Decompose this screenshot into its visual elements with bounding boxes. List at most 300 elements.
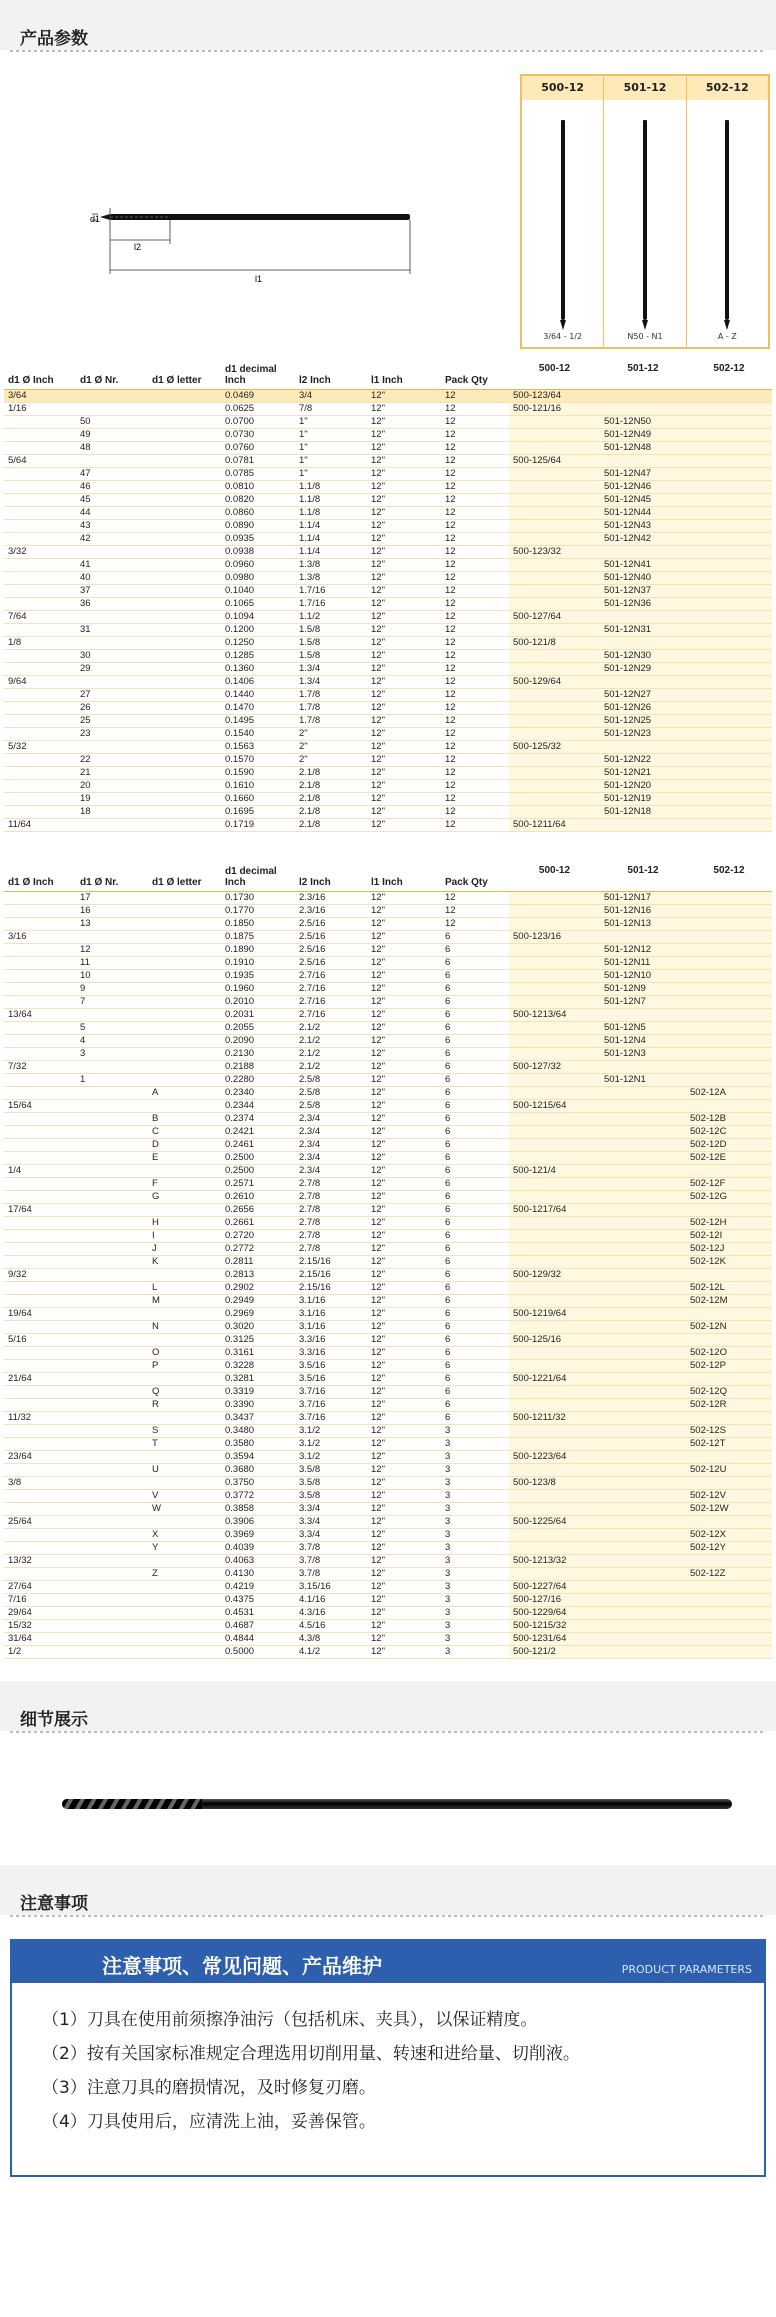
table-cell (686, 1607, 772, 1620)
table-cell: 6 (441, 1009, 509, 1022)
table-cell: 12" (367, 996, 441, 1009)
table-cell (148, 1581, 221, 1594)
table-cell: 0.2461 (221, 1139, 295, 1152)
spec-table-body (4, 389, 772, 831)
table-cell: 1.5/8 (295, 649, 367, 662)
table-cell (76, 402, 148, 415)
table-cell (600, 1321, 686, 1334)
table-cell: 12 (441, 766, 509, 779)
table-cell (148, 636, 221, 649)
table-cell: 0.4039 (221, 1542, 295, 1555)
table-cell: 12 (441, 688, 509, 701)
table-cell: 12 (441, 558, 509, 571)
table-cell (4, 1139, 76, 1152)
table-row (4, 1113, 772, 1126)
table-cell (76, 1061, 148, 1074)
table-cell (76, 1204, 148, 1217)
spec-table-1 (4, 349, 772, 832)
table-row (4, 1243, 772, 1256)
table-cell (4, 571, 76, 584)
table-row (4, 1321, 772, 1334)
table-cell: 12" (367, 805, 441, 818)
col-header: l2 Inch (295, 852, 367, 892)
table-cell: 50 (76, 415, 148, 428)
table-cell: 7 (76, 996, 148, 1009)
table-cell (4, 441, 76, 454)
drill-tip (560, 320, 566, 330)
table-row (4, 905, 772, 918)
table-cell (76, 1347, 148, 1360)
table-cell (600, 1178, 686, 1191)
table-cell (76, 636, 148, 649)
table-cell: 0.2571 (221, 1178, 295, 1191)
table-cell: 1.7/8 (295, 714, 367, 727)
table-cell: 500-125/64 (509, 454, 600, 467)
table-cell: 9/32 (4, 1269, 76, 1282)
table-cell (148, 610, 221, 623)
table-cell (686, 792, 772, 805)
table-cell: 12" (367, 1412, 441, 1425)
table-cell (509, 1113, 600, 1126)
table-cell: 12" (367, 441, 441, 454)
table-cell (4, 905, 76, 918)
table-cell: 12 (441, 389, 509, 402)
table-cell (509, 996, 600, 1009)
table-cell (4, 701, 76, 714)
table-cell (148, 584, 221, 597)
table-cell (686, 584, 772, 597)
table-cell: 12 (441, 753, 509, 766)
table-cell: 12" (367, 1581, 441, 1594)
table-cell (148, 740, 221, 753)
table-cell: 0.0820 (221, 493, 295, 506)
table-cell: 501-12N9 (600, 983, 686, 996)
table-cell: 12" (367, 623, 441, 636)
table-row (4, 506, 772, 519)
table-cell: 2.3/4 (295, 1126, 367, 1139)
col-header: d1 Ø Nr. (76, 349, 148, 389)
table-cell (600, 1646, 686, 1659)
notice-title: 注意事项、常见问题、产品维护 (102, 1954, 382, 1978)
table-cell: T (148, 1438, 221, 1451)
table-cell: 43 (76, 519, 148, 532)
table-cell: 6 (441, 1334, 509, 1347)
table-row (4, 636, 772, 649)
table-cell: 0.3480 (221, 1425, 295, 1438)
table-cell: 3.7/16 (295, 1399, 367, 1412)
table-cell: 6 (441, 957, 509, 970)
col-header: 500-12 (509, 852, 600, 892)
table-cell (148, 441, 221, 454)
table-cell (148, 1451, 221, 1464)
table-cell: 0.1285 (221, 649, 295, 662)
table-cell: 12" (367, 1035, 441, 1048)
table-cell (686, 597, 772, 610)
table-cell: 9 (76, 983, 148, 996)
table-cell: V (148, 1490, 221, 1503)
table-cell: 6 (441, 1230, 509, 1243)
table-cell (148, 1022, 221, 1035)
table-cell: 21 (76, 766, 148, 779)
table-cell: 0.4130 (221, 1568, 295, 1581)
table-cell: 1.3/8 (295, 558, 367, 571)
table-cell (600, 1217, 686, 1230)
table-cell: 0.3858 (221, 1503, 295, 1516)
table-cell: 502-12U (686, 1464, 772, 1477)
table-cell (148, 571, 221, 584)
table-cell: 500-127/32 (509, 1061, 600, 1074)
table-cell: 15/64 (4, 1100, 76, 1113)
table-cell (509, 1191, 600, 1204)
table-row (4, 610, 772, 623)
table-cell: 6 (441, 1035, 509, 1048)
table-cell (509, 727, 600, 740)
table-cell: 500-123/16 (509, 931, 600, 944)
table-cell (148, 545, 221, 558)
table-cell (600, 1087, 686, 1100)
table-row (4, 1451, 772, 1464)
table-cell (4, 1360, 76, 1373)
table-cell (76, 1087, 148, 1100)
table-cell: 3.1/16 (295, 1321, 367, 1334)
table-cell: 6 (441, 1282, 509, 1295)
table-row (4, 1386, 772, 1399)
table-row (4, 545, 772, 558)
table-cell (148, 1204, 221, 1217)
table-cell (76, 1217, 148, 1230)
table-cell: 0.3125 (221, 1334, 295, 1347)
table-cell: 12 (441, 818, 509, 831)
table-cell: 12" (367, 1360, 441, 1373)
table-cell: H (148, 1217, 221, 1230)
spec-table-body (4, 892, 772, 1659)
table-cell (686, 805, 772, 818)
table-cell: 2.3/16 (295, 905, 367, 918)
table-row (4, 1412, 772, 1425)
table-cell (686, 1165, 772, 1178)
table-cell (148, 753, 221, 766)
table-cell (600, 1282, 686, 1295)
table-row (4, 1074, 772, 1087)
table-row (4, 662, 772, 675)
table-cell (686, 571, 772, 584)
table-cell: 12" (367, 892, 441, 905)
table-cell: 6 (441, 1295, 509, 1308)
table-cell (600, 1633, 686, 1646)
table-cell: 12" (367, 1490, 441, 1503)
section-divider (10, 1915, 766, 1917)
table-cell (148, 970, 221, 983)
table-cell (509, 1048, 600, 1061)
table-cell: 0.3680 (221, 1464, 295, 1477)
table-cell (686, 1100, 772, 1113)
table-cell (148, 805, 221, 818)
table-cell: 500-1213/32 (509, 1555, 600, 1568)
table-cell: 48 (76, 441, 148, 454)
table-cell: 12" (367, 571, 441, 584)
table-cell (4, 1464, 76, 1477)
table-cell: 12" (367, 1217, 441, 1230)
table-row (4, 480, 772, 493)
table-cell: 502-12C (686, 1126, 772, 1139)
table-cell: 2.5/16 (295, 944, 367, 957)
table-cell: 12" (367, 1373, 441, 1386)
detail-section-header (0, 1681, 776, 1731)
table-cell (686, 1516, 772, 1529)
table-cell: 29 (76, 662, 148, 675)
table-cell (509, 983, 600, 996)
range-label: N50 - N1 (627, 332, 663, 341)
table-cell: 500-127/16 (509, 1594, 600, 1607)
table-cell: 27/64 (4, 1581, 76, 1594)
table-cell: 12" (367, 519, 441, 532)
table-cell: 11/32 (4, 1412, 76, 1425)
table-cell: 26 (76, 701, 148, 714)
table-cell (600, 1451, 686, 1464)
table-cell: 0.1563 (221, 740, 295, 753)
table-cell (76, 1178, 148, 1191)
table-cell: 12 (441, 675, 509, 688)
spec-table-2 (4, 852, 772, 1660)
params-section-title: 产品参数 (20, 29, 88, 49)
table-cell: 500-1211/32 (509, 1412, 600, 1425)
table-cell: 7/16 (4, 1594, 76, 1607)
table-row (4, 597, 772, 610)
table-cell (76, 931, 148, 944)
table-cell (509, 1399, 600, 1412)
table-cell: 0.2188 (221, 1061, 295, 1074)
table-cell (686, 480, 772, 493)
table-cell: 500-121/2 (509, 1646, 600, 1659)
table-cell (600, 610, 686, 623)
table-cell: 2.1/2 (295, 1048, 367, 1061)
table-cell (600, 1009, 686, 1022)
table-cell: 0.2374 (221, 1113, 295, 1126)
table-cell: 1/4 (4, 1165, 76, 1178)
table-cell: 0.1935 (221, 970, 295, 983)
table-cell: 501-12N42 (600, 532, 686, 545)
drill-detail-image (0, 1753, 776, 1865)
table-cell: 12 (441, 701, 509, 714)
table-cell: 7/8 (295, 402, 367, 415)
table-cell: 1.7/16 (295, 597, 367, 610)
table-cell: 12" (367, 1061, 441, 1074)
table-cell (600, 1100, 686, 1113)
table-cell (686, 1061, 772, 1074)
table-cell: 0.1406 (221, 675, 295, 688)
table-cell: 0.1065 (221, 597, 295, 610)
table-cell: 0.3161 (221, 1347, 295, 1360)
table-cell (686, 389, 772, 402)
d1-label: d1 (90, 214, 101, 224)
table-cell (148, 1412, 221, 1425)
table-cell: 12" (367, 944, 441, 957)
table-cell: 0.0700 (221, 415, 295, 428)
table-row (4, 792, 772, 805)
table-cell (600, 1269, 686, 1282)
table-cell (4, 506, 76, 519)
table-cell: R (148, 1399, 221, 1412)
table-cell: 12" (367, 931, 441, 944)
table-cell: 1.1/8 (295, 493, 367, 506)
table-cell (600, 1542, 686, 1555)
table-cell: 502-12O (686, 1347, 772, 1360)
table-cell (76, 1581, 148, 1594)
table-row (4, 623, 772, 636)
table-cell (76, 1139, 148, 1152)
table-cell: 1.3/4 (295, 675, 367, 688)
table-cell (686, 905, 772, 918)
table-cell: 29/64 (4, 1607, 76, 1620)
table-cell: 6 (441, 1256, 509, 1269)
table-cell: 502-12Z (686, 1568, 772, 1581)
table-row (4, 714, 772, 727)
table-cell: 501-12N16 (600, 905, 686, 918)
table-cell (4, 1126, 76, 1139)
table-cell (509, 1126, 600, 1139)
table-cell: 4.3/8 (295, 1633, 367, 1646)
table-cell: 501-12N43 (600, 519, 686, 532)
table-row (4, 918, 772, 931)
table-cell (686, 519, 772, 532)
table-cell: 12" (367, 662, 441, 675)
table-cell: 11 (76, 957, 148, 970)
col-header: l2 Inch (295, 349, 367, 389)
range-label: A - Z (717, 332, 737, 341)
table-cell: 12" (367, 584, 441, 597)
table-row (4, 805, 772, 818)
table-cell: I (148, 1230, 221, 1243)
table-cell: 1" (295, 467, 367, 480)
col-header: 502-12 (686, 349, 772, 389)
table-cell: 0.2340 (221, 1087, 295, 1100)
table-cell: 12 (76, 944, 148, 957)
table-cell: 12" (367, 1620, 441, 1633)
table-cell: 2.5/16 (295, 918, 367, 931)
table-cell: 2.5/8 (295, 1074, 367, 1087)
table-cell: E (148, 1152, 221, 1165)
table-cell: 0.2813 (221, 1269, 295, 1282)
table-cell (76, 740, 148, 753)
drill-dimension-drawing (90, 164, 490, 314)
table-cell (686, 649, 772, 662)
table-cell (4, 1022, 76, 1035)
table-cell: 7/64 (4, 610, 76, 623)
table-cell: 12" (367, 675, 441, 688)
table-cell: 0.4219 (221, 1581, 295, 1594)
table-cell: 31 (76, 623, 148, 636)
table-cell (686, 1555, 772, 1568)
table-cell (600, 545, 686, 558)
table-cell: 3.5/16 (295, 1373, 367, 1386)
table-cell: 500-1211/64 (509, 818, 600, 831)
table-cell: 3 (76, 1048, 148, 1061)
table-cell: 6 (441, 983, 509, 996)
table-cell: 12" (367, 1542, 441, 1555)
table-cell (600, 636, 686, 649)
table-cell (600, 1529, 686, 1542)
table-cell: 0.2969 (221, 1308, 295, 1321)
table-cell (686, 931, 772, 944)
table-cell (148, 1035, 221, 1048)
table-cell (148, 1516, 221, 1529)
table-cell: 12 (441, 610, 509, 623)
table-cell: 12" (367, 740, 441, 753)
table-cell: 1/16 (4, 402, 76, 415)
table-cell: 12" (367, 545, 441, 558)
table-row (4, 1568, 772, 1581)
table-cell: 500-129/32 (509, 1269, 600, 1282)
table-cell: 12" (367, 983, 441, 996)
table-cell: 12 (441, 493, 509, 506)
table-cell (4, 1282, 76, 1295)
table-cell (148, 714, 221, 727)
table-cell: 1.1/8 (295, 480, 367, 493)
table-cell: 0.3969 (221, 1529, 295, 1542)
table-cell: 500-123/32 (509, 545, 600, 558)
table-cell: 0.1719 (221, 818, 295, 831)
col-header: 502-12 (686, 852, 772, 892)
table-cell (148, 892, 221, 905)
table-cell (148, 792, 221, 805)
table-cell: 42 (76, 532, 148, 545)
table-cell: 0.4687 (221, 1620, 295, 1633)
table-cell: 501-12N50 (600, 415, 686, 428)
table-cell (148, 519, 221, 532)
table-row (4, 558, 772, 571)
table-cell: 3/8 (4, 1477, 76, 1490)
table-cell: 45 (76, 493, 148, 506)
table-cell (686, 428, 772, 441)
table-row (4, 957, 772, 970)
table-cell (4, 957, 76, 970)
table-cell: 12" (367, 636, 441, 649)
table-cell: 3.1/2 (295, 1425, 367, 1438)
table-cell: 7/32 (4, 1061, 76, 1074)
table-cell: 0.4063 (221, 1555, 295, 1568)
table-cell (686, 701, 772, 714)
table-cell: 0.3437 (221, 1412, 295, 1425)
table-cell (600, 389, 686, 402)
table-cell: 12" (367, 1646, 441, 1659)
table-cell (148, 597, 221, 610)
table-cell (509, 1217, 600, 1230)
table-cell: 2.3/4 (295, 1165, 367, 1178)
table-cell: 12 (441, 402, 509, 415)
table-cell (509, 558, 600, 571)
table-cell (686, 1412, 772, 1425)
table-cell (600, 1399, 686, 1412)
table-row (4, 467, 772, 480)
table-cell: 501-12N3 (600, 1048, 686, 1061)
table-cell: 12" (367, 1477, 441, 1490)
table-cell (4, 1178, 76, 1191)
table-cell (76, 1282, 148, 1295)
table-cell: 0.2344 (221, 1100, 295, 1113)
table-cell: 501-12N41 (600, 558, 686, 571)
table-cell (600, 1256, 686, 1269)
table-cell: 12" (367, 1087, 441, 1100)
table-cell: 2.5/16 (295, 931, 367, 944)
table-cell: 1" (295, 415, 367, 428)
table-cell: 500-121/4 (509, 1165, 600, 1178)
table-cell: 1.7/8 (295, 701, 367, 714)
table-cell: X (148, 1529, 221, 1542)
table-cell: 501-12N7 (600, 996, 686, 1009)
table-cell (686, 545, 772, 558)
table-cell (148, 649, 221, 662)
table-cell: C (148, 1126, 221, 1139)
